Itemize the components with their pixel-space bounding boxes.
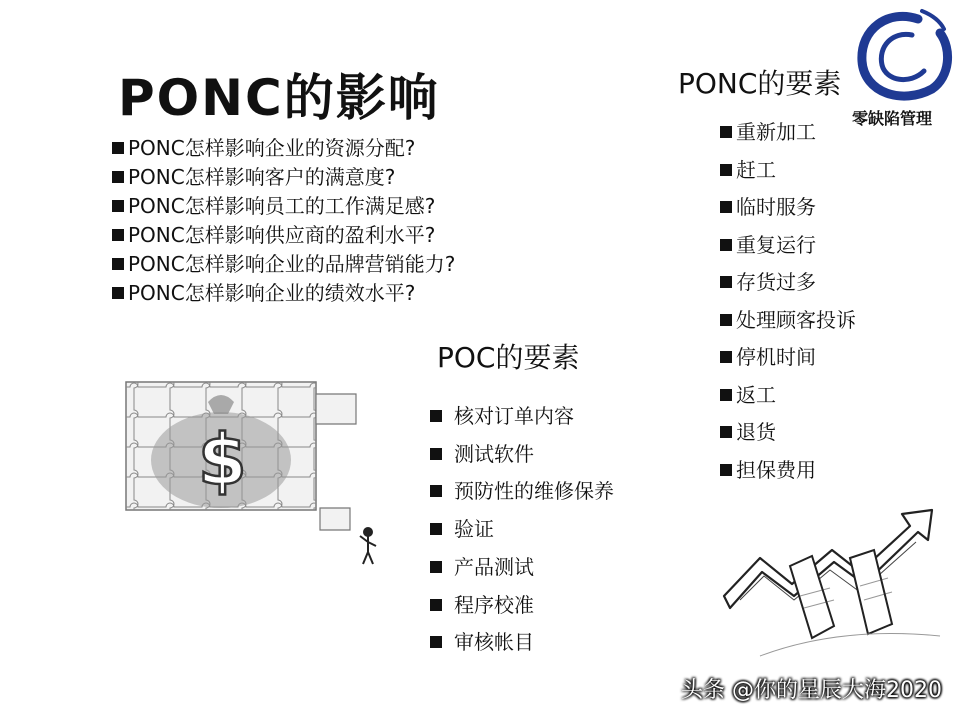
list-item [720,339,856,377]
list-item [112,221,455,250]
list-item-text: PONC怎样影响客户的满意度? [128,165,396,189]
list-item-text: 返工 [736,382,776,407]
list-item [720,264,856,302]
square-bullet-icon [430,485,442,497]
square-bullet-icon [430,523,442,535]
list-item [430,473,614,511]
list-item-text: PONC怎样影响企业的品牌营销能力? [128,252,456,276]
list-item [720,452,856,490]
square-bullet-icon [430,448,442,460]
list-item-text: 验证 [454,517,494,542]
list-item-text: 测试软件 [454,441,534,466]
square-bullet-icon [720,164,732,176]
list-item-text: 产品测试 [454,554,534,579]
square-bullet-icon [112,258,124,270]
logo-text: 零缺陷管理 [852,109,933,128]
list-item [112,192,455,221]
list-item [430,398,614,436]
logo-ring-icon [862,11,948,96]
ponc-elements-list [720,114,856,489]
list-item-text: 担保费用 [736,457,816,482]
list-item [720,152,856,190]
svg-text:$: $ [198,419,247,501]
square-bullet-icon [112,200,124,212]
square-bullet-icon [430,599,442,611]
square-bullet-icon [720,464,732,476]
list-item-text: 临时服务 [736,195,816,219]
list-item-text: 审核帐目 [454,630,534,655]
list-item-text: 核对订单内容 [454,404,574,428]
square-bullet-icon [112,142,124,154]
list-item [720,114,856,152]
square-bullet-icon [430,561,442,573]
square-bullet-icon [720,389,732,401]
list-item [720,189,856,227]
list-item [430,624,614,662]
ponc-elements-title: PONC的要素 [678,67,842,100]
rising-arrows-icon [720,496,956,676]
list-item [112,134,455,163]
list-item [112,279,455,308]
list-item [720,227,856,265]
list-item-text: 重新加工 [736,120,816,144]
list-item [720,302,856,340]
square-bullet-icon [430,636,442,648]
list-item-text: 处理顾客投诉 [736,307,856,332]
square-bullet-icon [112,171,124,183]
list-item-text: 程序校准 [454,592,534,617]
poc-elements-list [430,398,614,662]
list-item-text: PONC怎样影响企业的资源分配? [128,136,416,160]
list-item-text: 停机时间 [736,345,816,369]
square-bullet-icon [720,426,732,438]
impact-question-list [112,134,455,308]
list-item-text: 赶工 [736,157,776,182]
list-item [430,511,614,549]
square-bullet-icon [112,229,124,241]
square-bullet-icon [112,287,124,299]
list-item-text: 存货过多 [736,270,816,294]
watermark-text: 头条 @你的星辰大海2020 [681,678,942,703]
list-item [112,163,455,192]
list-item-text: PONC怎样影响员工的工作满足感? [128,194,436,218]
list-item [430,549,614,587]
square-bullet-icon [720,201,732,213]
square-bullet-icon [430,410,442,422]
list-item-text: PONC怎样影响供应商的盈利水平? [128,223,436,247]
poc-elements-title: POC的要素 [437,341,580,374]
list-item [720,414,856,452]
square-bullet-icon [720,126,732,138]
list-item [430,436,614,474]
list-item-text: 退货 [736,420,776,444]
list-item [430,587,614,625]
page-title: PONC的影响 [118,69,440,127]
list-item-text: 重复运行 [736,232,816,257]
list-item [720,377,856,415]
square-bullet-icon [720,351,732,363]
list-item-text: 预防性的维修保养 [454,479,614,504]
square-bullet-icon [720,239,732,251]
square-bullet-icon [720,276,732,288]
list-item [112,250,455,279]
puzzle-money-icon [116,372,406,572]
list-item-text: PONC怎样影响企业的绩效水平? [128,281,416,305]
square-bullet-icon [720,314,732,326]
